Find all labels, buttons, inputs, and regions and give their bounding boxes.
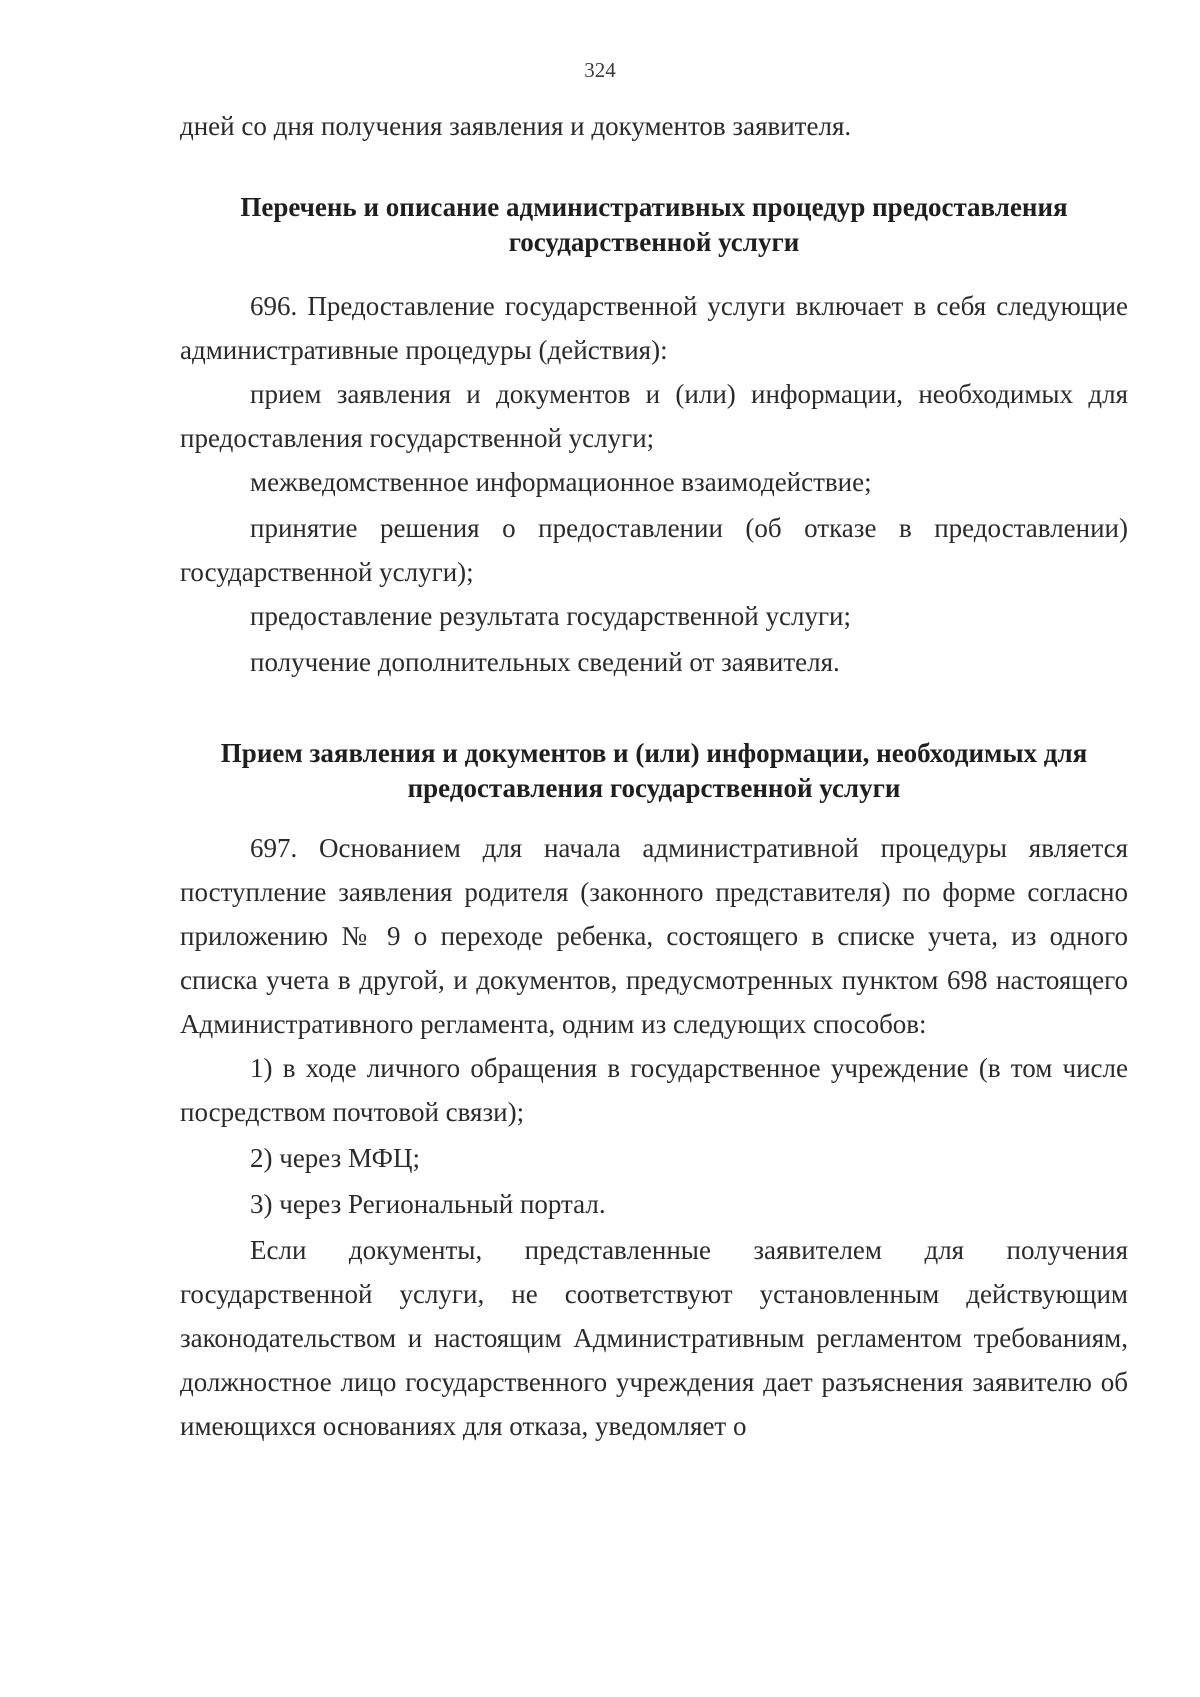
procedure-item: прием заявления и документов и (или) информации, необходимых для предоставления государственной услуги; bbox=[180, 379, 1128, 453]
method-item: 3) через Региональный портал. bbox=[250, 1189, 606, 1219]
procedure-item: межведомственное информационное взаимодействие; bbox=[250, 467, 872, 497]
paragraph-696: 696. Предоставление государственной услуги включает в себя следующие административные процедуры (действия): bbox=[180, 291, 1128, 365]
procedure-item: получение дополнительных сведений от заявителя. bbox=[250, 647, 840, 677]
section-heading-procedures: Перечень и описание административных процедур предоставления государственной услуги bbox=[240, 192, 1068, 257]
continuation-line: дней со дня получения заявления и документов заявителя. bbox=[180, 111, 852, 141]
method-item: 1) в ходе личного обращения в государственное учреждение (в том числе посредством почтовой связи); bbox=[180, 1053, 1128, 1127]
procedure-item: принятие решения о предоставлении (об отказе в предоставлении) государственной услуги); bbox=[180, 513, 1128, 587]
method-item: 2) через МФЦ; bbox=[250, 1143, 421, 1173]
paragraph-697: 697. Основанием для начала административной процедуры является поступление заявления родителя (законного представителя) по форме согласно приложению № 9 о переходе ребенка, состоящего в списке учета, из одного списка учета в другой, и документов, предусмотренных пунктом 698 настоящего Административного регламента, одним из следующих способов: bbox=[180, 833, 1128, 1039]
paragraph-refusal: Если документы, представленные заявителем для получения государственной услуги, не соответствуют установленным действующим законодательством и настоящим Административным регламентом требованиям, должностное лицо государственного учреждения дает разъяснения заявителю об имеющихся основаниях для отказа, уведомляет о bbox=[180, 1235, 1128, 1441]
procedure-item: предоставление результата государственной услуги; bbox=[250, 601, 851, 631]
page-number: 324 bbox=[584, 58, 616, 82]
section-heading-reception: Прием заявления и документов и (или) информации, необходимых для предоставления государственной услуги bbox=[220, 738, 1088, 803]
